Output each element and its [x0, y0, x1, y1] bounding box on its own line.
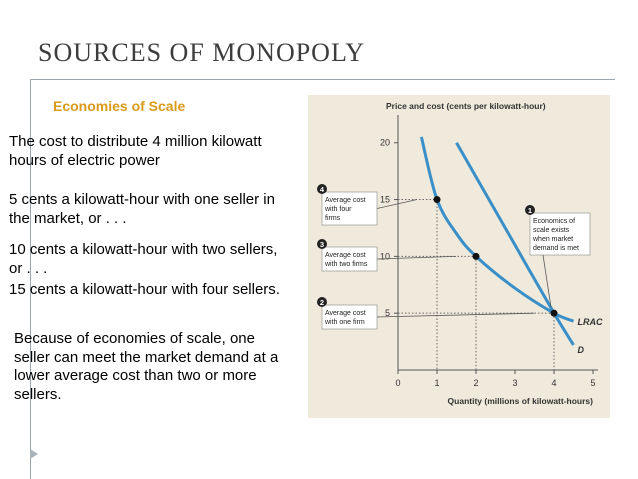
label-one-firm-badge-number: 2 — [319, 298, 325, 307]
label-two-firms-text: with two firms — [325, 261, 368, 268]
x-axis-label: Quantity (millions of kilowatt-hours) — [447, 396, 593, 406]
data-point — [551, 310, 558, 317]
annotation-text: demand is met — [533, 245, 579, 252]
y-tick-label: 5 — [384, 308, 390, 319]
label-four-firms-text: firms — [325, 215, 341, 222]
y-tick-label: 15 — [379, 194, 390, 205]
label-four-firms-text: with four — [325, 206, 352, 213]
annotation-text: Economics of — [533, 218, 576, 225]
x-tick-label: 3 — [512, 378, 518, 388]
x-tick-label: 5 — [590, 378, 596, 388]
data-point — [473, 253, 480, 260]
chart-svg — [308, 95, 610, 418]
subheading: Economies of Scale — [53, 98, 186, 114]
paragraph-two-sellers: 10 cents a kilowatt-hour with two sellers, or . . . — [9, 241, 278, 277]
series-label-lrac: LRAC — [577, 317, 603, 328]
paragraph-conclusion: Because of economies of scale, one seller can meet the market demand at a lower average cost than two or more sellers. — [14, 330, 279, 403]
y-tick-label: 20 — [379, 137, 390, 148]
label-four-firms-text: Average cost — [325, 197, 366, 204]
title-underline — [30, 79, 615, 80]
paragraph-one-seller: 5 cents a kilowatt-hour with one seller in the market, or . . . — [9, 191, 275, 227]
label-one-firm-text: Average cost — [325, 310, 366, 317]
annotation-badge-number: 1 — [527, 206, 533, 215]
y-tick-label: 10 — [379, 251, 390, 262]
slide-title: SOURCES OF MONOPOLY — [38, 38, 366, 67]
chart-figure — [308, 95, 610, 418]
label-four-firms-badge-number: 4 — [319, 185, 325, 194]
data-point — [434, 196, 441, 203]
label-two-firms-text: Average cost — [325, 252, 366, 259]
x-tick-label: 1 — [434, 378, 440, 388]
y-axis-label: Price and cost (cents per kilowatt-hour) — [386, 101, 546, 111]
paragraph-cost: The cost to distribute 4 million kilowatt hours of electric power — [9, 133, 262, 169]
annotation-text: scale exists — [533, 227, 570, 234]
x-tick-label: 4 — [551, 378, 557, 388]
x-tick-label: 2 — [473, 378, 479, 388]
annotation-text: when market — [533, 236, 574, 243]
bullet-arrow-icon — [30, 449, 38, 459]
label-two-firms-badge-number: 3 — [319, 240, 325, 249]
x-tick-label: 0 — [395, 378, 401, 388]
paragraph-four-sellers: 15 cents a kilowatt-hour with four sellers. — [9, 281, 280, 298]
label-one-firm-pointer — [377, 313, 534, 317]
series-label-d: D — [577, 345, 584, 355]
label-one-firm-text: with one firm — [325, 319, 365, 326]
